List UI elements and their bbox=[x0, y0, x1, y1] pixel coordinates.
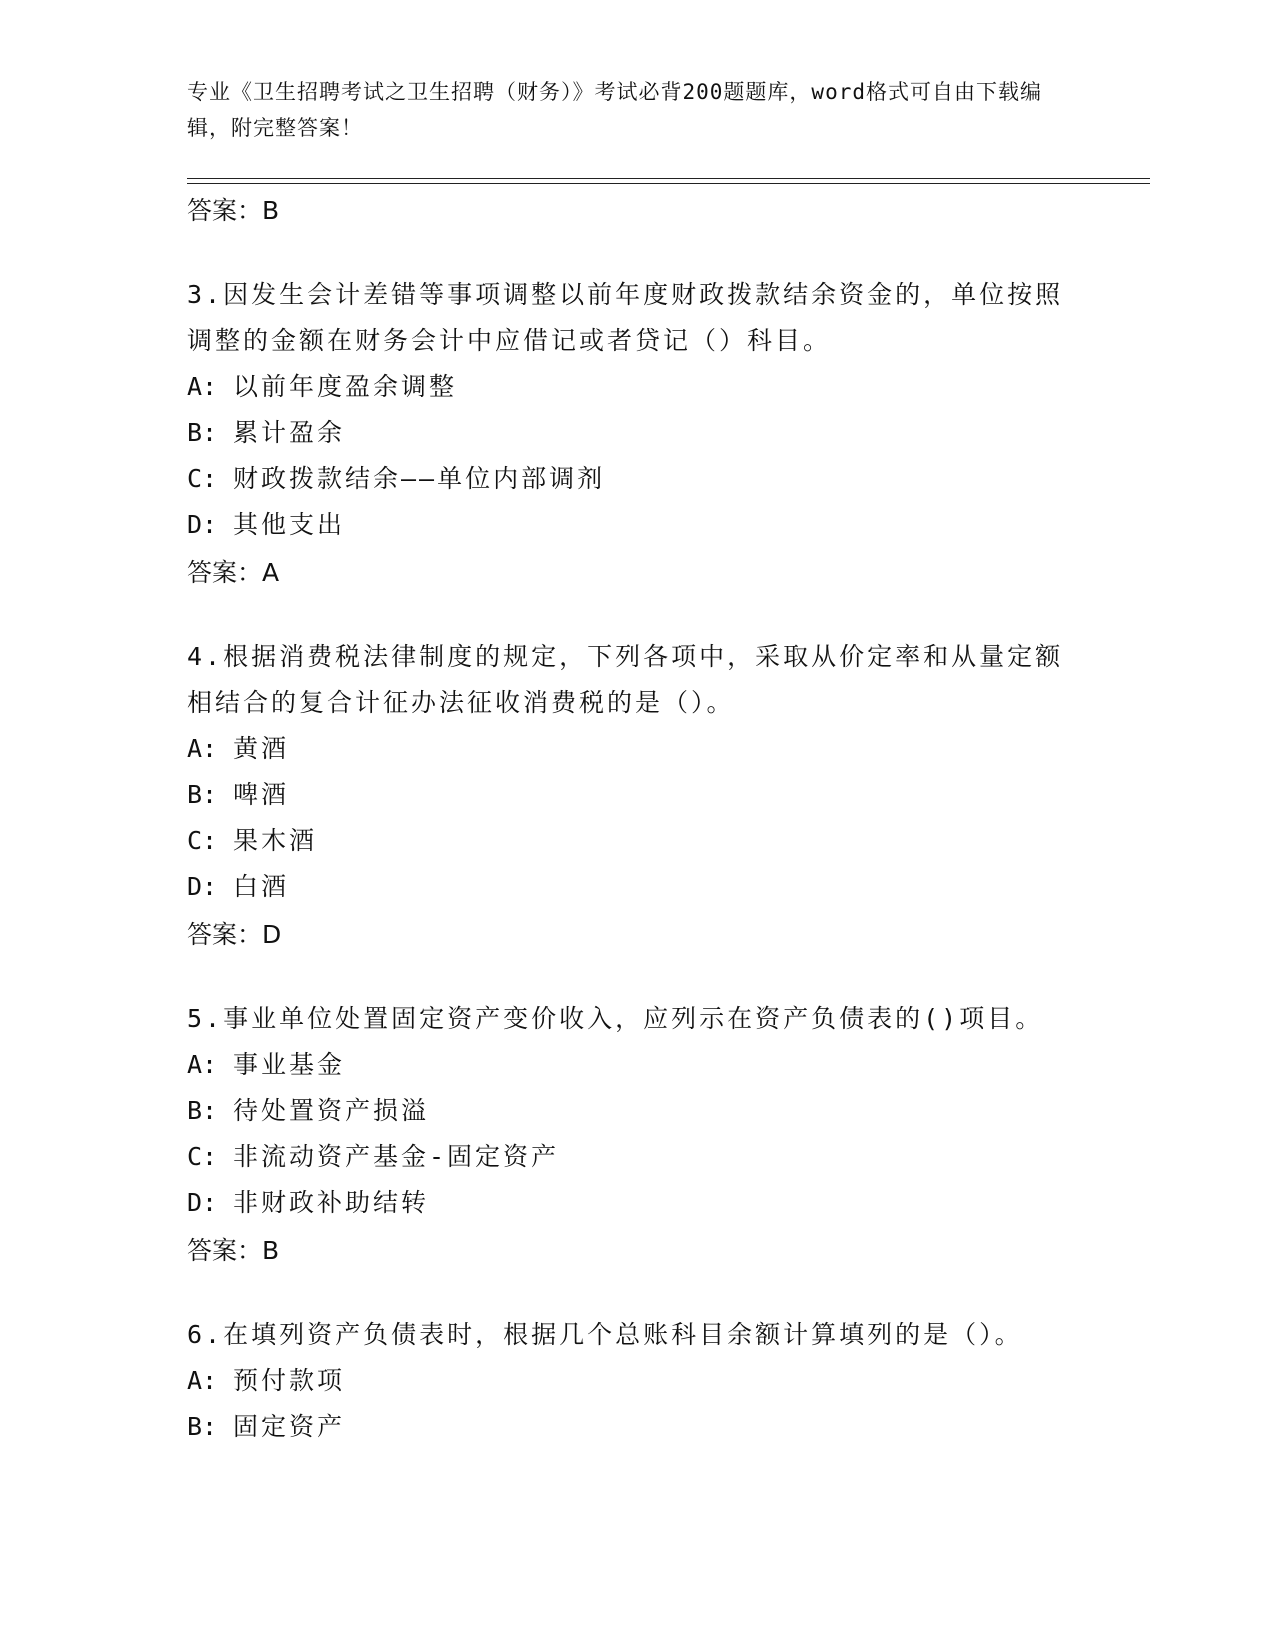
question-block bbox=[187, 634, 1087, 960]
option-text: 非流动资产基金-固定资产 bbox=[233, 1142, 560, 1171]
option-letter: A: bbox=[187, 372, 218, 401]
option-item bbox=[187, 456, 1087, 502]
answer-line: 答案：B bbox=[187, 196, 280, 225]
option-letter: B: bbox=[187, 1412, 218, 1441]
option-text: 累计盈余 bbox=[233, 418, 346, 447]
option-text: 待处置资产损溢 bbox=[233, 1096, 430, 1125]
option-item bbox=[187, 364, 1087, 410]
option-item bbox=[187, 410, 1087, 456]
option-letter: C: bbox=[187, 464, 218, 493]
option-letter: B: bbox=[187, 418, 218, 447]
option-letter: A: bbox=[187, 1050, 218, 1079]
question-list bbox=[187, 186, 1087, 1450]
header-rule-top bbox=[187, 178, 1150, 179]
option-letter: D: bbox=[187, 510, 218, 539]
option-letter: A: bbox=[187, 1366, 218, 1395]
option-item bbox=[187, 1358, 1087, 1404]
option-text: 果木酒 bbox=[233, 826, 318, 855]
option-item bbox=[187, 726, 1087, 772]
option-text: 非财政补助结转 bbox=[233, 1188, 430, 1217]
answer-line: 答案：A bbox=[187, 558, 280, 587]
option-item bbox=[187, 1088, 1087, 1134]
option-text: 白酒 bbox=[233, 872, 290, 901]
option-letter: C: bbox=[187, 1142, 218, 1171]
option-text: 啤酒 bbox=[233, 780, 290, 809]
option-item bbox=[187, 1134, 1087, 1180]
option-text: 事业基金 bbox=[233, 1050, 346, 1079]
option-text: 预付款项 bbox=[233, 1366, 346, 1395]
answer-line: 答案：D bbox=[187, 920, 282, 949]
option-letter: C: bbox=[187, 826, 218, 855]
question-block bbox=[187, 1312, 1087, 1450]
option-letter: B: bbox=[187, 1096, 218, 1125]
option-text: 以前年度盈余调整 bbox=[233, 372, 458, 401]
answer-line: 答案：B bbox=[187, 1236, 280, 1265]
option-letter: A: bbox=[187, 734, 218, 763]
question-stem: 3.因发生会计差错等事项调整以前年度财政拨款结余资金的，单位按照调整的金额在财务会计中应借记或者贷记（）科目。 bbox=[187, 280, 1064, 355]
option-item bbox=[187, 1042, 1087, 1088]
option-item bbox=[187, 772, 1087, 818]
option-item bbox=[187, 864, 1087, 910]
question-block bbox=[187, 996, 1087, 1276]
document-header: 专业《卫生招聘考试之卫生招聘（财务）》考试必背200题题库，word格式可自由下载编辑，附完整答案！ bbox=[187, 80, 1042, 140]
option-item bbox=[187, 502, 1087, 548]
option-item bbox=[187, 1404, 1087, 1450]
question-stem: 4.根据消费税法律制度的规定，下列各项中，采取从价定率和从量定额相结合的复合计征办法征收消费税的是（）。 bbox=[187, 642, 1064, 717]
option-letter: B: bbox=[187, 780, 218, 809]
option-text: 财政拨款结余——单位内部调剂 bbox=[233, 464, 606, 493]
header-rule-bottom bbox=[187, 183, 1150, 184]
option-text: 黄酒 bbox=[233, 734, 290, 763]
option-item bbox=[187, 1180, 1087, 1226]
question-stem: 6.在填列资产负债表时，根据几个总账科目余额计算填列的是（）。 bbox=[187, 1320, 1023, 1349]
option-text: 固定资产 bbox=[233, 1412, 346, 1441]
question-block bbox=[187, 272, 1087, 598]
option-letter: D: bbox=[187, 872, 218, 901]
option-letter: D: bbox=[187, 1188, 218, 1217]
option-text: 其他支出 bbox=[233, 510, 346, 539]
question-stem: 5.事业单位处置固定资产变价收入，应列示在资产负债表的()项目。 bbox=[187, 1004, 1044, 1033]
option-item bbox=[187, 818, 1087, 864]
